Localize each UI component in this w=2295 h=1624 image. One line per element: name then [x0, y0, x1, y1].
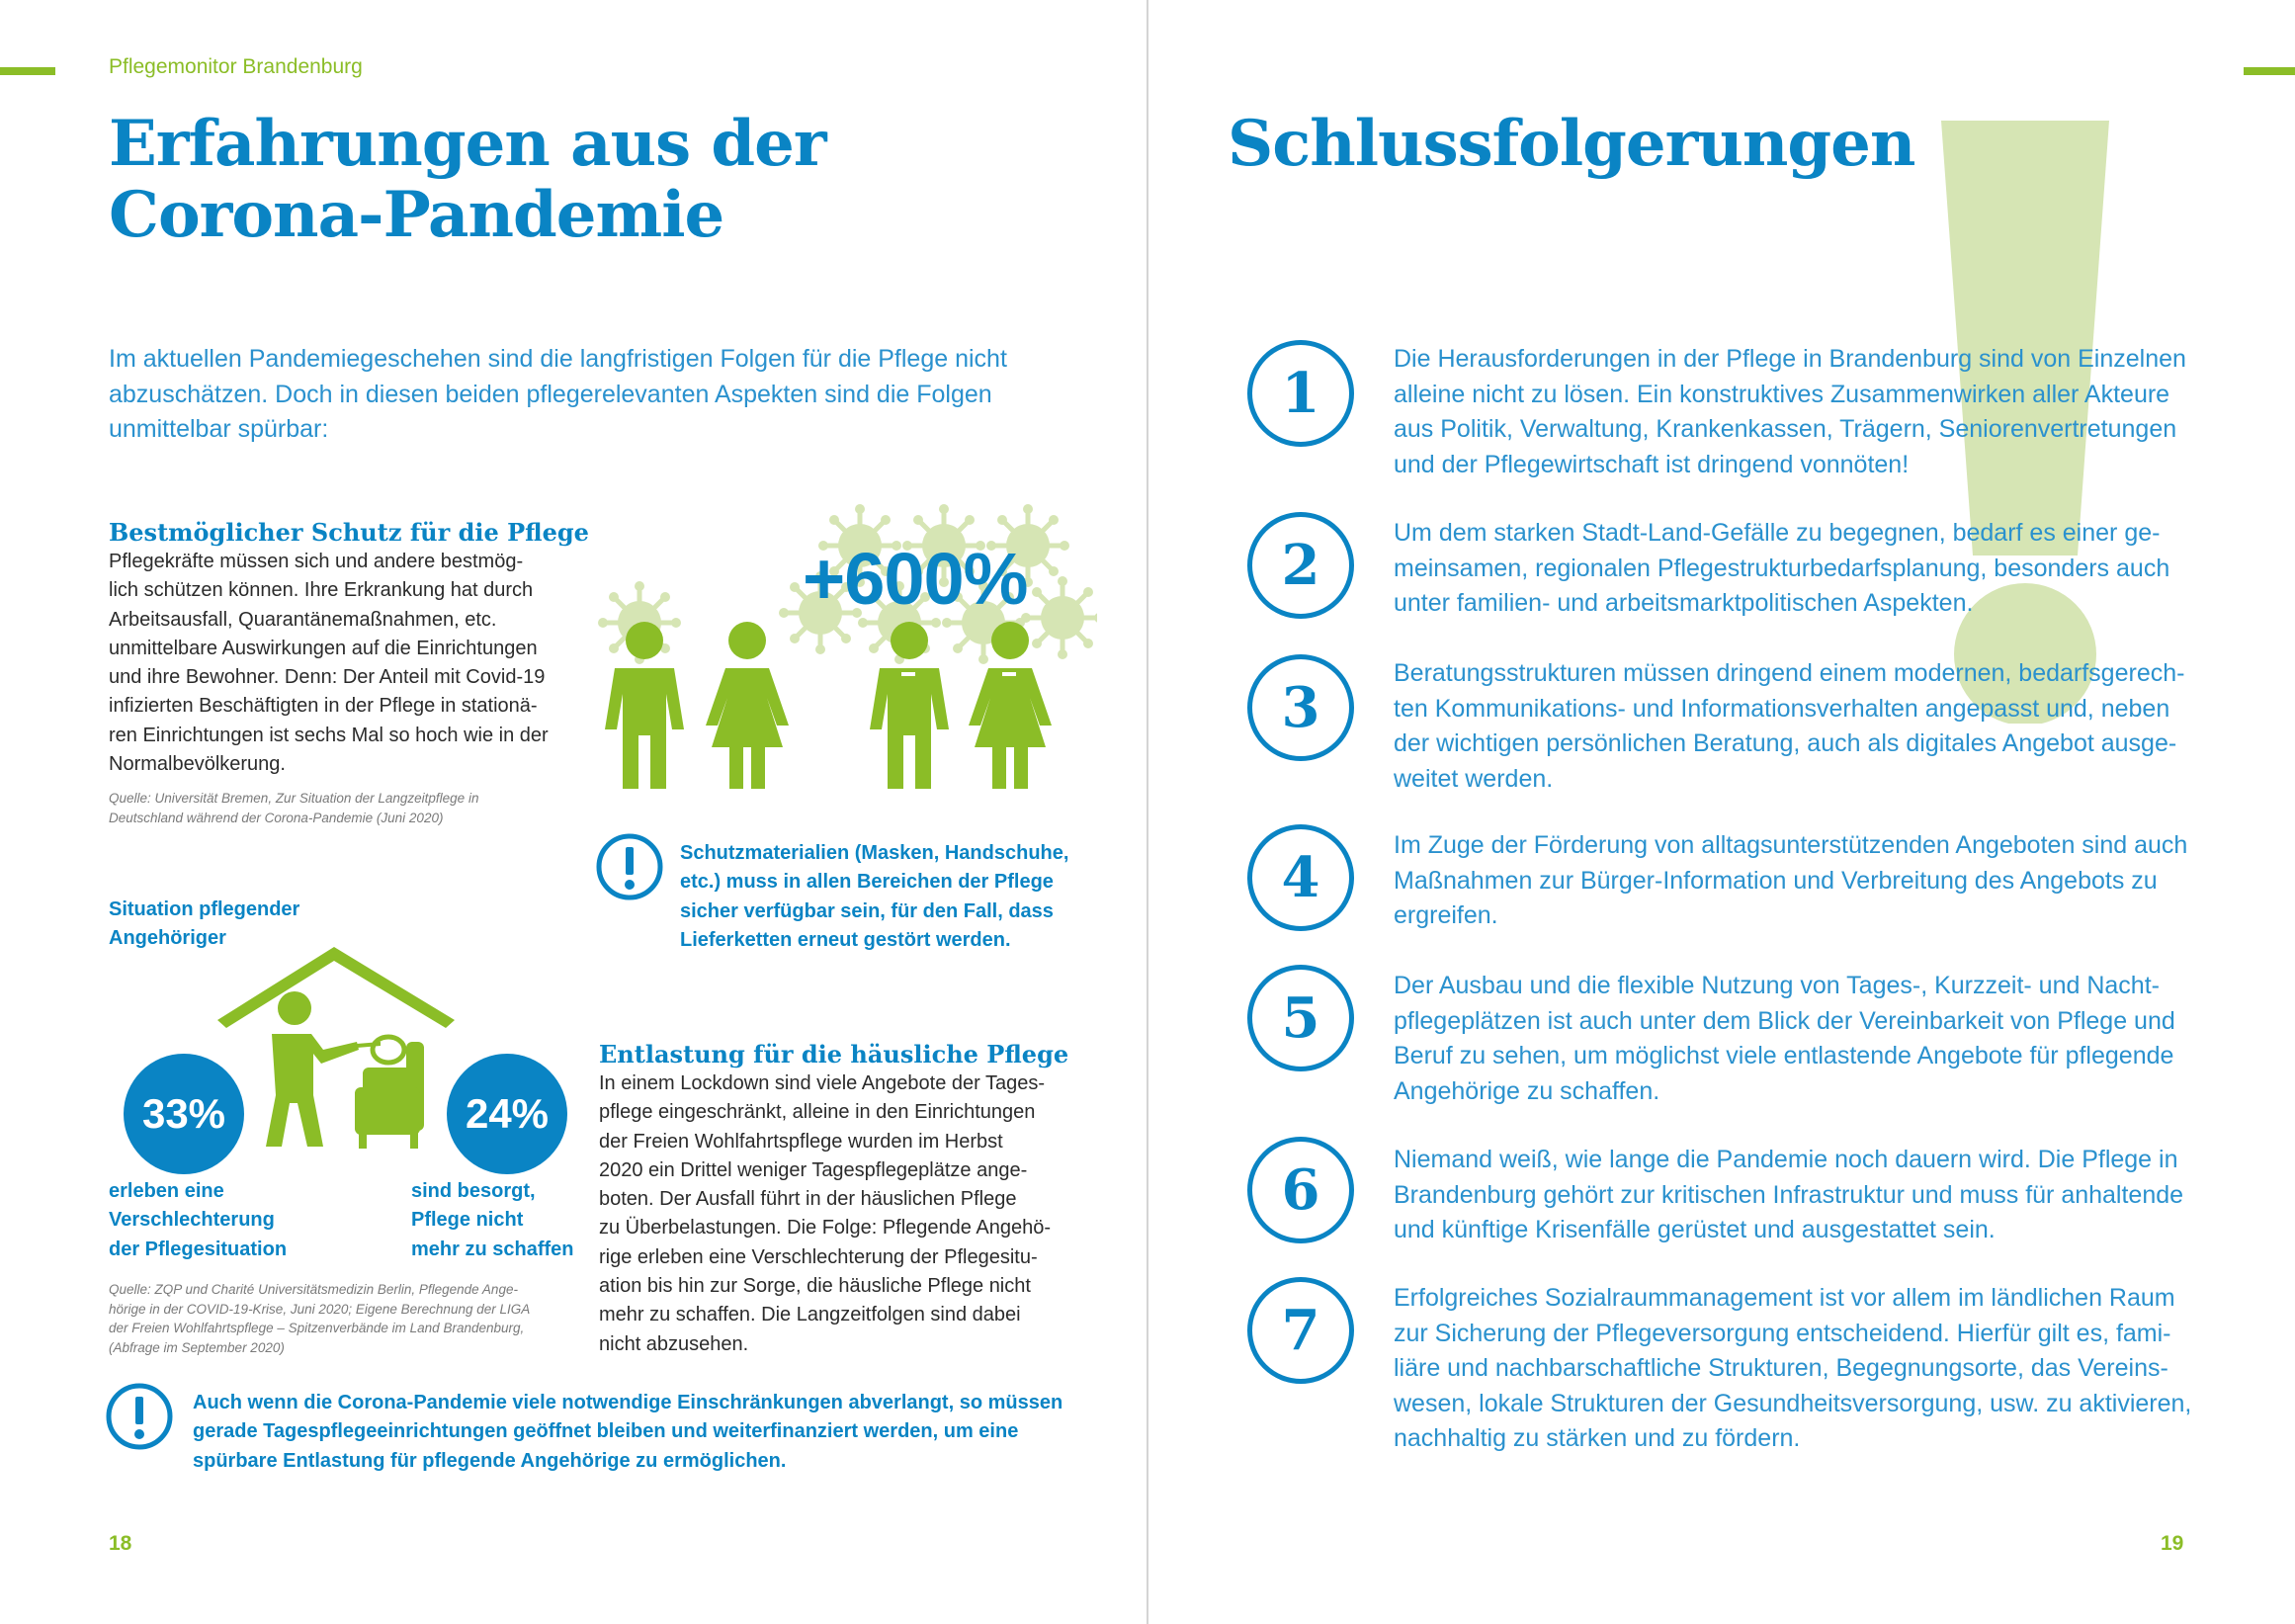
- text-line: infizierten Beschäftigten in der Pflege in stationä-: [109, 695, 538, 718]
- text-line: Brandenburg gehört zur kritischen Infrastruktur und muss für anhaltende: [1394, 1180, 2184, 1209]
- text-line: Angehörige zu schaffen.: [1394, 1076, 1660, 1105]
- label-line: Pflege nicht: [411, 1209, 524, 1232]
- intro-text: Im aktuellen Pandemiegeschehen sind die langfristigen Folgen für die Pflege nicht abzuschätzen. Doch in diesen beiden pflegerelevanten Aspekten sind die Folgen unmittelbar spürbar:: [109, 345, 1007, 443]
- protection-alert-text: [680, 839, 1105, 955]
- number-badge: 2: [1247, 512, 1354, 619]
- text-line: Um dem starken Stadt-Land-Gefälle zu begegnen, bedarf es einer ge-: [1394, 519, 2161, 547]
- protection-body: [109, 548, 583, 779]
- alert-line: Schutzmaterialien (Masken, Handschuhe,: [680, 842, 1069, 864]
- conclusion-item: [1394, 828, 2204, 934]
- text-line: Im Zuge der Förderung von alltagsunterstützenden Angeboten sind auch: [1394, 831, 2188, 859]
- bottom-alert-text: [193, 1389, 1112, 1476]
- text-line: nachhaltig zu stärken und zu fördern.: [1394, 1424, 1801, 1452]
- text-line: unmittelbare Auswirkungen auf die Einrichtungen: [109, 637, 538, 659]
- page-title: [109, 109, 826, 251]
- text-line: und ihre Bewohner. Denn: Der Anteil mit Covid-19: [109, 666, 546, 689]
- number-badge: 5: [1247, 965, 1354, 1071]
- alert-line: spürbare Entlastung für pflegende Angehörige zu ermöglichen.: [193, 1449, 787, 1472]
- text-line: Beruf zu sehen, um möglichst viele entlastende Angebote für pflegende: [1394, 1042, 2174, 1069]
- heading-line: Situation pflegender: [109, 898, 300, 920]
- text-line: pflege eingeschränkt, alleine in den Einrichtungen: [599, 1101, 1036, 1124]
- text-line: weitet werden.: [1394, 764, 1554, 793]
- text-line: der Freien Wohlfahrtspflege wurden im Herbst: [599, 1130, 1003, 1153]
- text-line: ren Einrichtungen ist sechs Mal so hoch wie in der: [109, 724, 549, 746]
- alert-line: sicher verfügbar sein, für den Fall, dass: [680, 899, 1054, 922]
- text-line: der wichtigen persönlichen Beratung, auch als digitales Angebot ausge-: [1394, 729, 2177, 757]
- text-line: zur Sicherung der Pflegeversorgung entscheidend. Hierfür gilt es, fami-: [1394, 1319, 2171, 1347]
- number-badge: 4: [1247, 824, 1354, 931]
- text-line: nicht abzusehen.: [599, 1332, 749, 1355]
- conclusion-item: [1394, 656, 2204, 797]
- text-line: lich schützen können. Ihre Erkrankung hat durch: [109, 579, 534, 602]
- label-line: sind besorgt,: [411, 1180, 536, 1202]
- alert-line: Auch wenn die Corona-Pandemie viele notwendige Einschränkungen abverlangt, so müssen: [193, 1392, 1063, 1413]
- text-line: Arbeitsausfall, Quarantänemaßnahmen, etc.: [109, 608, 497, 631]
- running-head: Pflegemonitor Brandenburg: [109, 55, 363, 78]
- text-line: Maßnahmen zur Bürger-Information und Verbreitung des Angebots zu: [1394, 866, 2158, 895]
- conclusion-item: [1394, 1143, 2204, 1248]
- alert-line: etc.) muss in allen Bereichen der Pflege: [680, 871, 1054, 894]
- text-line: alleine nicht zu lösen. Ein konstruktives Zusammenwirken aller Akteure: [1394, 380, 2170, 408]
- text-line: Beratungsstrukturen müssen dringend einem modernen, bedarfsgerech-: [1394, 659, 2185, 687]
- text-line: rige erleben eine Verschlechterung der Pflegesitu-: [599, 1245, 1038, 1268]
- text-line: ergreifen.: [1394, 901, 1498, 929]
- page-number-right: 19: [2161, 1532, 2184, 1555]
- text-line: Pflegekräfte müssen sich und andere bestmög-: [109, 551, 524, 572]
- text-line: liäre und nachbarschaftliche Strukturen, Begegnungsorte, das Vereins-: [1394, 1354, 2168, 1382]
- text-line: zu Überbelastungen. Die Folge: Pflegende Angehö-: [599, 1217, 1051, 1239]
- text-line: ation bis hin zur Sorge, die häusliche Pflege nicht: [599, 1275, 1031, 1298]
- text-line: Der Ausbau und die flexible Nutzung von Tages-, Kurzzeit- und Nacht-: [1394, 972, 2160, 999]
- virus-icon: [1021, 576, 1097, 659]
- label-line: erleben eine: [109, 1180, 224, 1202]
- source-line: Deutschland während der Corona-Pandemie (Juni 2020): [109, 810, 444, 825]
- green-edge-mark: [0, 67, 55, 75]
- text-line: meinsamen, regionalen Pflegestrukturbedarfsplanung, besonders auch: [1394, 554, 2170, 582]
- label-line: der Pflegesituation: [109, 1238, 288, 1260]
- stat-circle-33: 33%: [124, 1054, 244, 1174]
- text-line: und der Pflegewirtschaft ist dringend vonnöten!: [1394, 450, 1910, 478]
- alert-line: Lieferketten erneut gestört werden.: [680, 928, 1011, 951]
- protection-source: [109, 789, 583, 827]
- title-line: Corona-Pandemie: [109, 178, 724, 252]
- alert-icon: [105, 1382, 174, 1451]
- person-icon: [870, 622, 949, 789]
- section-heading-protection: Bestmöglicher Schutz für die Pflege: [109, 518, 589, 547]
- text-line: wesen, lokale Strukturen der Gesundheitsversorgung, usw. zu aktivieren,: [1394, 1389, 2192, 1417]
- number-badge: 7: [1247, 1277, 1354, 1384]
- relatives-source: [109, 1280, 593, 1357]
- stat2-label: [411, 1177, 609, 1264]
- page-number-left: 18: [109, 1532, 132, 1555]
- source-line: hörige in der COVID-19-Krise, Juni 2020; Eigene Berechnung der LIGA: [109, 1301, 531, 1317]
- conclusion-item: [1394, 969, 2204, 1109]
- number-badge: 3: [1247, 654, 1354, 761]
- conclusion-item: [1394, 516, 2204, 622]
- heading-line: Angehöriger: [109, 927, 226, 950]
- text-line: unter familien- und arbeitsmarktpolitischen Aspekten.: [1394, 589, 1974, 617]
- conclusion-item: [1394, 342, 2204, 482]
- home-care-body: [599, 1069, 1093, 1359]
- title-line: Erfahrungen aus der: [109, 107, 826, 181]
- stat-circle-24: 24%: [447, 1054, 567, 1174]
- number-badge: 6: [1247, 1137, 1354, 1243]
- house-icon: [217, 947, 455, 1028]
- green-edge-mark: [2244, 67, 2295, 75]
- alert-icon: [595, 832, 664, 901]
- text-line: boten. Der Ausfall führt in der häuslichen Pflege: [599, 1188, 1017, 1211]
- text-line: Die Herausforderungen in der Pflege in Brandenburg sind von Einzelnen: [1394, 345, 2186, 373]
- page-title: Schlussfolgerungen: [1228, 107, 1915, 181]
- source-line: (Abfrage im September 2020): [109, 1339, 285, 1355]
- label-line: mehr zu schaffen: [411, 1238, 574, 1260]
- text-line: In einem Lockdown sind viele Angebote der Tages-: [599, 1072, 1046, 1094]
- text-line: und künftige Krisenfälle gerüstet und ausgestattet sein.: [1394, 1216, 1996, 1243]
- number-badge: 1: [1247, 340, 1354, 447]
- text-line: ten Kommunikations- und Informationsverhalten angepasst und, neben: [1394, 694, 2170, 723]
- text-line: 2020 ein Drittel weniger Tagespflegeplätze ange-: [599, 1158, 1028, 1181]
- text-line: aus Politik, Verwaltung, Krankenkassen, Trägern, Seniorenvertretungen: [1394, 415, 2177, 443]
- alert-line: gerade Tagespflegeeinrichtungen geöffnet bleiben und weiterfinanziert werden, um eine: [193, 1420, 1019, 1443]
- stat1-label: [109, 1177, 336, 1264]
- chair-patient-icon: [355, 1037, 424, 1149]
- source-line: Quelle: ZQP und Charité Universitätsmedizin Berlin, Pflegende Ange-: [109, 1282, 518, 1297]
- stat-600-percent: +600%: [803, 538, 1028, 620]
- house-caregiver-illustration: [212, 939, 460, 1156]
- conclusion-item: [1394, 1281, 2204, 1457]
- text-line: Niemand weiß, wie lange die Pandemie noch dauern wird. Die Pflege in: [1394, 1146, 2178, 1173]
- label-line: Verschlechterung: [109, 1209, 275, 1232]
- source-line: der Freien Wohlfahrtspflege – Spitzenverbände im Land Brandenburg,: [109, 1321, 525, 1335]
- person-icon: [706, 622, 789, 789]
- text-line: mehr zu schaffen. Die Langzeitfolgen sind dabei: [599, 1304, 1021, 1326]
- text-line: Normalbevölkerung.: [109, 753, 286, 776]
- text-line: Erfolgreiches Sozialraummanagement ist vor allem im ländlichen Raum: [1394, 1284, 2175, 1312]
- source-line: Quelle: Universität Bremen, Zur Situation der Langzeitpflege in: [109, 791, 479, 806]
- page-left: [0, 0, 1147, 1624]
- section-heading-home-care: Entlastung für die häusliche Pflege: [599, 1040, 1069, 1068]
- text-line: pflegeplätzen ist auch unter dem Blick der Vereinbarkeit von Pflege und: [1394, 1006, 2175, 1035]
